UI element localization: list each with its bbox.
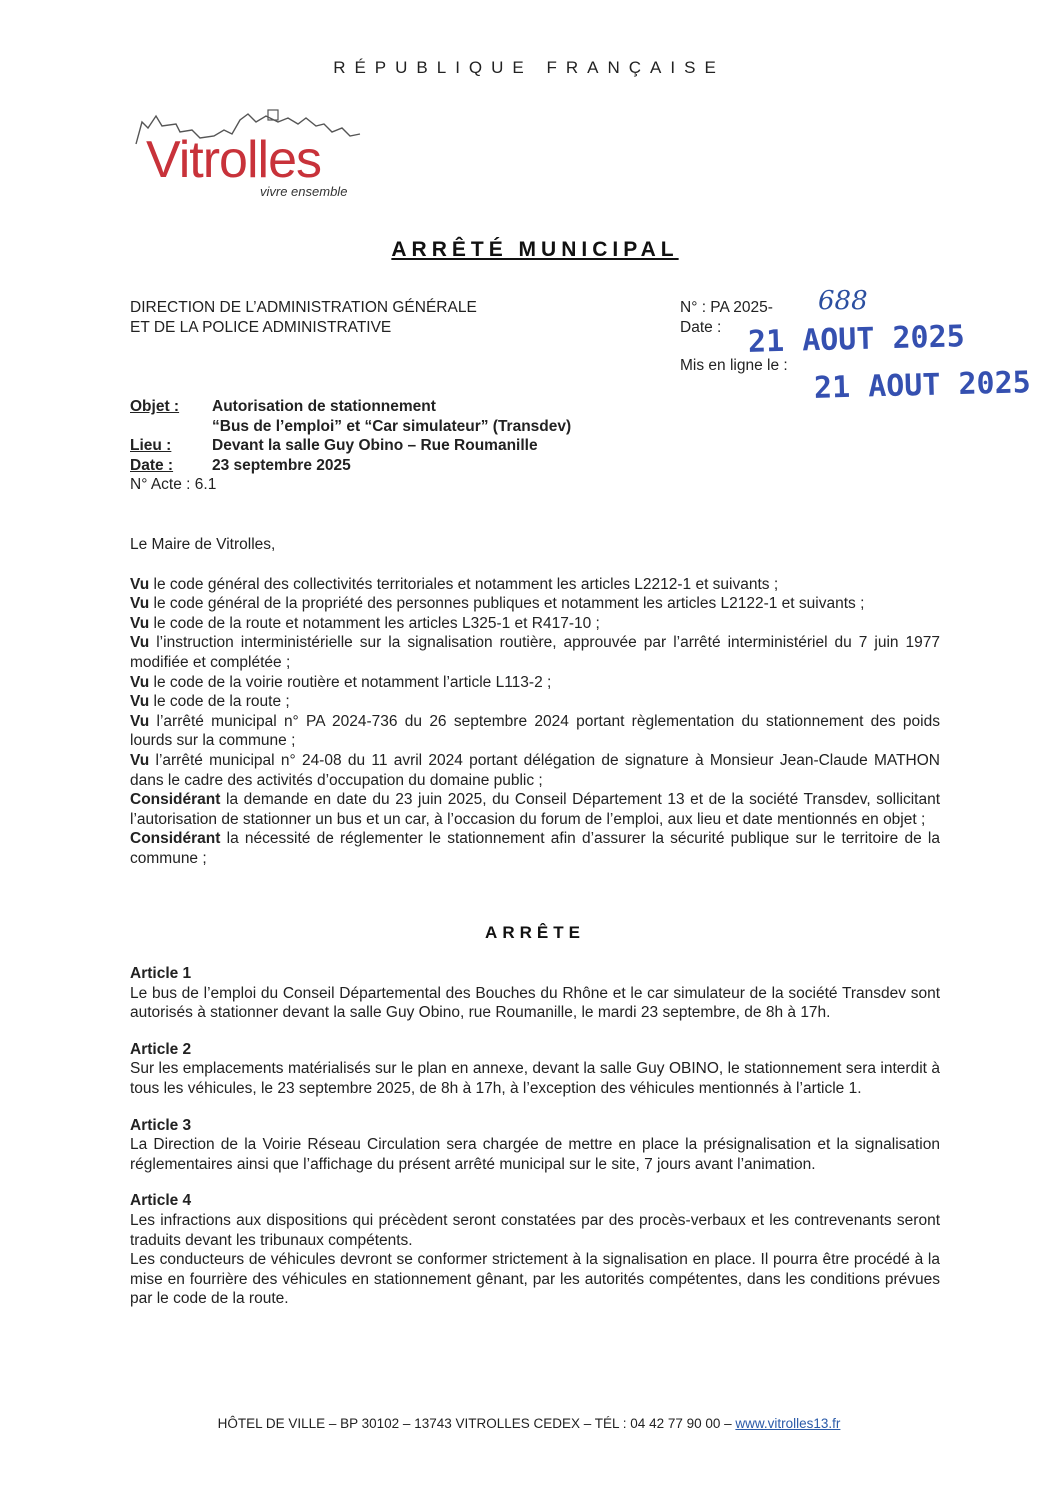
visa-item (130, 829, 940, 868)
date-label: Date : (680, 319, 722, 336)
article (130, 1191, 940, 1309)
logo-name: Vitrolles (146, 131, 322, 189)
date-objet-label: Date : (130, 456, 174, 474)
visa-item (130, 790, 940, 829)
articles-list (130, 964, 940, 1326)
footer-address: HÔTEL DE VILLE – BP 30102 – 13743 VITROLLES CEDEX – TÉL : 04 42 77 90 00 – (217, 1416, 736, 1431)
date-stamp: 21 AOUT 2025 (747, 319, 966, 360)
arrete-heading: ARRÊTE (485, 923, 585, 942)
visa-text: le code général de la propriété des personnes publiques et notamment les articles L2122-1 et suivants ; (149, 595, 865, 613)
visa-item (130, 692, 940, 712)
visa-text: le code général des collectivités territoriales et notamment les articles L2212-1 et suivants ; (149, 575, 779, 593)
lieu-value: Devant la salle Guy Obino – Rue Roumanille (212, 437, 538, 454)
direction-block (130, 298, 477, 338)
article-paragraph: Le bus de l’emploi du Conseil Départemental des Bouches du Rhône et le car simulateur de la société Transdev sont autorisés à stationner devant la salle Guy Obino, rue Roumanille, le mardi 23 septembre, de 8h à 17h. (130, 984, 940, 1022)
visa-lead: Vu (130, 673, 150, 691)
article (130, 964, 940, 1023)
visa-text: le code de la route et notamment les articles L325-1 et R417-10 ; (149, 614, 600, 632)
visa-text: le code de la voirie routière et notamment l’article L113-2 ; (149, 673, 552, 691)
visa-lead: Considérant (130, 830, 221, 848)
website-link[interactable]: www.vitrolles13.fr (735, 1416, 841, 1431)
visa-lead: Vu (130, 751, 150, 769)
date-objet-value: 23 septembre 2025 (212, 456, 351, 474)
article-title: Article 1 (130, 965, 192, 982)
visa-lead: Vu (130, 595, 150, 613)
visa-lead: Considérant (130, 791, 221, 809)
article-paragraph: La Direction de la Voirie Réseau Circulation sera chargée de mettre en place la présignalisation et la signalisation réglementaires ainsi que l’affichage du présent arrêté municipal sur le site, 7 jours avant l’animation. (130, 1136, 940, 1173)
lieu-label: Lieu : (130, 437, 172, 454)
article-title: Article 2 (130, 1040, 192, 1058)
visas-list (130, 575, 940, 869)
article-paragraph: Les infractions aux dispositions qui précèdent seront constatées par des procès-verbaux et les contrevenants seront traduits devant les tribunaux compétents. (130, 1211, 940, 1249)
article-paragraph: Sur les emplacements matérialisés sur le plan en annexe, devant la salle Guy OBINO, le stationnement sera interdit à tous les véhicules, le 23 septembre 2025, de 8h à 17h, à l’exception des véhicules mentionnés à l’article 1. (130, 1060, 940, 1097)
logo-tagline: vivre ensemble (260, 184, 348, 199)
direction-line1: DIRECTION DE L’ADMINISTRATION GÉNÉRALE (130, 299, 477, 316)
document-title: ARRÊTÉ MUNICIPAL (391, 238, 679, 261)
article-paragraph: Les conducteurs de véhicules devront se conformer strictement à la signalisation en place. Il pourra être procédé à la mise en fourrière des véhicules en stationnement gênant, par les autorités compétentes, dans les conditions prévues par le code de la route. (130, 1251, 940, 1308)
visa-text: l’arrêté municipal n° 24-08 du 11 avril 2024 portant délégation de signature à Monsieur Jean-Claude MATHON dans le cadre des activités d’occupation du domaine public ; (130, 751, 940, 789)
article (130, 1116, 940, 1175)
visa-item (130, 594, 940, 614)
numero-handwritten: 688 (818, 286, 868, 316)
visa-lead: Vu (130, 693, 150, 711)
republique-header: RÉPUBLIQUE FRANÇAISE (333, 58, 725, 77)
numero-label: N° : PA 2025- (680, 299, 773, 316)
preamble (130, 535, 940, 869)
visa-item (130, 751, 940, 790)
mis-en-ligne-stamp: 21 AOUT 2025 (813, 365, 1032, 406)
vitrolles-logo (128, 108, 398, 203)
visa-text: l’instruction interministérielle sur la signalisation routière, approuvée par l’arrêté interministériel du 7 juin 1977 modifiée et complétée ; (130, 634, 940, 671)
objet-block (130, 397, 571, 495)
visa-text: la nécessité de réglementer le stationnement afin d’assurer la sécurité publique sur le territoire de la commune ; (130, 830, 940, 867)
visa-text: le code de la route ; (149, 693, 290, 711)
visa-text: la demande en date du 23 juin 2025, du Conseil Département 13 et de la société Transdev, sollicitant l’autorisation de stationner un bus et un car, à l’occasion du forum de l’emploi, aux lieu et date mentionnés en objet ; (130, 791, 940, 828)
footer (0, 1416, 1058, 1431)
intro-text: Le Maire de Vitrolles, (130, 536, 276, 553)
visa-item (130, 712, 940, 751)
visa-lead: Vu (130, 575, 150, 593)
objet-line2: “Bus de l’emploi” et “Car simulateur” (Transdev) (212, 417, 572, 435)
visa-item (130, 673, 940, 693)
direction-line2: ET DE LA POLICE ADMINISTRATIVE (130, 319, 392, 336)
visa-lead: Vu (130, 634, 150, 652)
visa-text: l’arrêté municipal n° PA 2024-736 du 26 septembre 2024 portant règlementation du stationnement des poids lourds sur la commune ; (130, 712, 940, 750)
mis-en-ligne-label: Mis en ligne le : (680, 357, 788, 374)
article-title: Article 3 (130, 1116, 192, 1134)
objet-line1: Autorisation de stationnement (212, 398, 436, 415)
visa-lead: Vu (130, 712, 150, 730)
article-title: Article 4 (130, 1192, 192, 1210)
objet-label: Objet : (130, 398, 180, 415)
visa-item (130, 633, 940, 672)
visa-item (130, 614, 940, 634)
acte-number: N° Acte : 6.1 (130, 476, 217, 493)
visa-lead: Vu (130, 614, 150, 632)
article (130, 1040, 940, 1099)
visa-item (130, 575, 940, 595)
